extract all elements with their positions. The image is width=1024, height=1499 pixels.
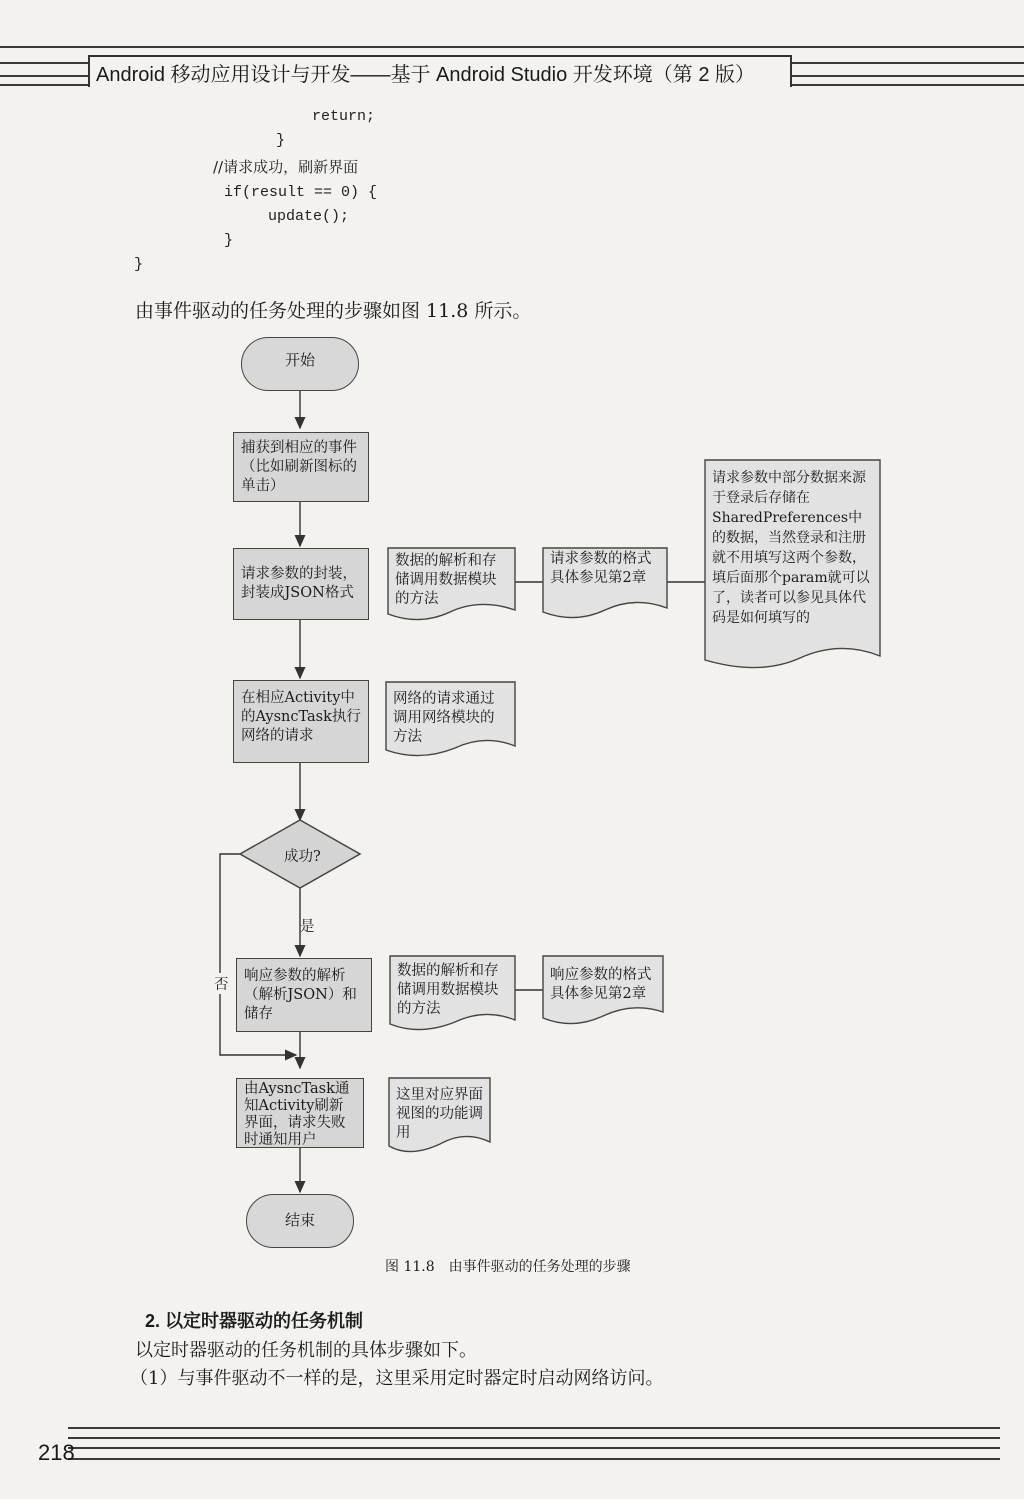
flow-step-encode-params: 请求参数的封装，封装成JSON格式 <box>233 548 369 620</box>
code-line: update(); <box>268 208 350 225</box>
flow-step-asynctask-request: 在相应Activity中的AysncTask执行网络的请求 <box>233 680 369 763</box>
page-number: 218 <box>38 1440 75 1465</box>
code-comment: //请求成功，刷新界面 <box>213 158 359 176</box>
flow-note-request-format: 请求参数的格式具体参见第2章 <box>550 551 652 586</box>
flow-step-capture-event: 捕获到相应的事件（比如刷新图标的单击） <box>233 432 369 502</box>
code-line: } <box>224 232 234 249</box>
flow-note-sharedpreferences: 请求参数中部分数据来源于登录后存储在SharedPreferences中的数据，当然登录和注册就不用填写这两个参数，填后面那个param就可以了，读者可以参见具体代码是如何填写的 <box>712 470 870 626</box>
book-title: Android 移动应用设计与开发——基于 Android Studio 开发环境（第 2 版） <box>96 64 756 86</box>
code-line: } <box>276 132 286 149</box>
flow-no-label: 否 <box>214 973 229 994</box>
flow-step-refresh-ui: 由AysncTask通知Activity刷新界面，请求失败时通知用户 <box>236 1078 364 1148</box>
flow-yes-label: 是 <box>300 919 315 935</box>
flow-note-data-module-2: 数据的解析和存储调用数据模块的方法 <box>397 963 499 1017</box>
section-paragraph: （1）与事件驱动不一样的是，这里采用定时器定时启动网络访问。 <box>130 1368 664 1389</box>
flow-start: 开始 <box>241 337 359 391</box>
footer-rule-4 <box>68 1458 1000 1460</box>
footer-rule-1 <box>68 1427 1000 1429</box>
intro-paragraph: 由事件驱动的任务处理的步骤如图 11.8 所示。 <box>135 300 532 322</box>
code-line: return; <box>312 108 376 125</box>
footer-rule-3 <box>68 1447 1000 1449</box>
flow-note-network-module: 网络的请求通过调用网络模块的方法 <box>393 691 495 745</box>
flow-note-data-module: 数据的解析和存储调用数据模块的方法 <box>395 553 497 607</box>
section-paragraph: 以定时器驱动的任务机制的具体步骤如下。 <box>135 1340 477 1361</box>
flow-step-parse-response: 响应参数的解析（解析JSON）和储存 <box>236 958 372 1032</box>
footer-rule-2 <box>68 1437 1000 1439</box>
flow-note-response-format: 响应参数的格式具体参见第2章 <box>550 967 652 1002</box>
flow-note-view-function: 这里对应界面视图的功能调用 <box>396 1087 483 1141</box>
flow-decision-success: 成功? <box>284 849 321 865</box>
code-line: } <box>134 256 144 273</box>
flow-end: 结束 <box>246 1194 354 1248</box>
section-heading: 2. 以定时器驱动的任务机制 <box>145 1311 364 1331</box>
code-line: if(result == 0) { <box>224 184 378 201</box>
figure-caption: 图 11.8 由事件驱动的任务处理的步骤 <box>385 1259 631 1275</box>
